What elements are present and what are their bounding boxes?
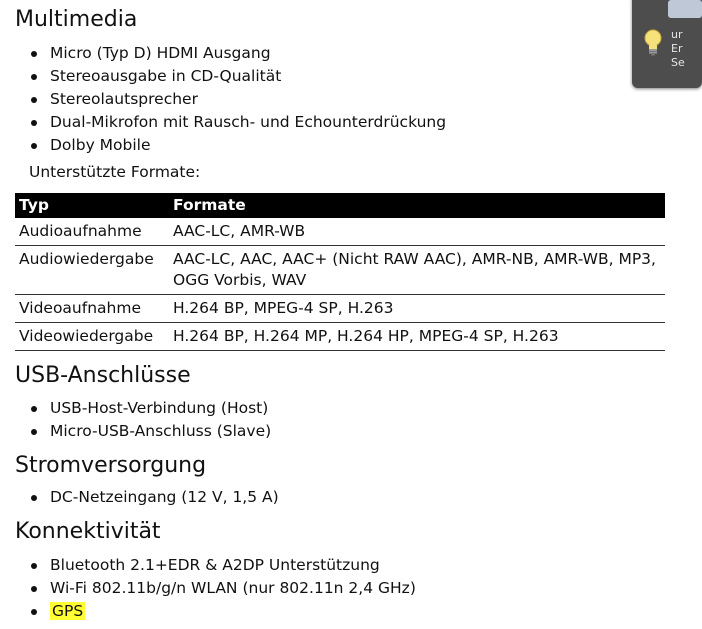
list-item: Bluetooth 2.1+EDR & A2DP Unterstützung [28, 554, 416, 577]
table-cell-formats: H.264 BP, MPEG-4 SP, H.263 [169, 295, 665, 323]
usb-list [28, 397, 271, 443]
table-cell-formats: AAC-LC, AAC, AAC+ (Nicht RAW AAC), AMR-NB, AMR-WB, MP3, OGG Vorbis, WAV [169, 246, 665, 295]
popup-chip [668, 0, 702, 18]
power-list [28, 486, 279, 509]
lightbulb-icon [642, 28, 664, 56]
list-item: USB-Host-Verbindung (Host) [28, 397, 271, 420]
table-cell-formats: H.264 BP, H.264 MP, H.264 HP, MPEG-4 SP, H.263 [169, 323, 665, 351]
notification-popup[interactable] [632, 0, 702, 88]
table-cell-type: Audiowiedergabe [15, 246, 169, 295]
list-item: DC-Netzeingang (12 V, 1,5 A) [28, 486, 279, 509]
table-cell-type: Audioaufnahme [15, 218, 169, 246]
connectivity-list [28, 554, 416, 623]
list-item: Wi-Fi 802.11b/g/n WLAN (nur 802.11n 2,4 GHz) [28, 577, 416, 600]
list-item: Stereoausgabe in CD-Qualität [28, 65, 446, 88]
highlighted-text: GPS [52, 602, 84, 620]
table-row [15, 218, 665, 246]
formats-note: Unterstützte Formate: [29, 163, 201, 181]
heading-multimedia: Multimedia [15, 7, 138, 32]
formats-table [15, 193, 665, 351]
list-item [28, 600, 416, 623]
list-item: Dolby Mobile [28, 134, 446, 157]
table-row [15, 323, 665, 351]
table-row [15, 246, 665, 295]
table-row [15, 295, 665, 323]
table-cell-type: Videowiedergabe [15, 323, 169, 351]
heading-connectivity: Konnektivität [15, 519, 161, 544]
multimedia-list [28, 42, 446, 157]
popup-text: ur Er Se [671, 28, 685, 69]
list-item: Micro-USB-Anschluss (Slave) [28, 420, 271, 443]
table-header-row [15, 193, 665, 218]
table-cell-formats: AAC-LC, AMR-WB [169, 218, 665, 246]
list-item: Micro (Typ D) HDMI Ausgang [28, 42, 446, 65]
column-header-type: Typ [15, 193, 169, 218]
list-item: Dual-Mikrofon mit Rausch- und Echounterdrückung [28, 111, 446, 134]
heading-power: Stromversorgung [15, 453, 207, 478]
list-item: Stereolautsprecher [28, 88, 446, 111]
heading-usb: USB-Anschlüsse [15, 363, 191, 388]
table-cell-type: Videoaufnahme [15, 295, 169, 323]
column-header-formats: Formate [169, 193, 665, 218]
